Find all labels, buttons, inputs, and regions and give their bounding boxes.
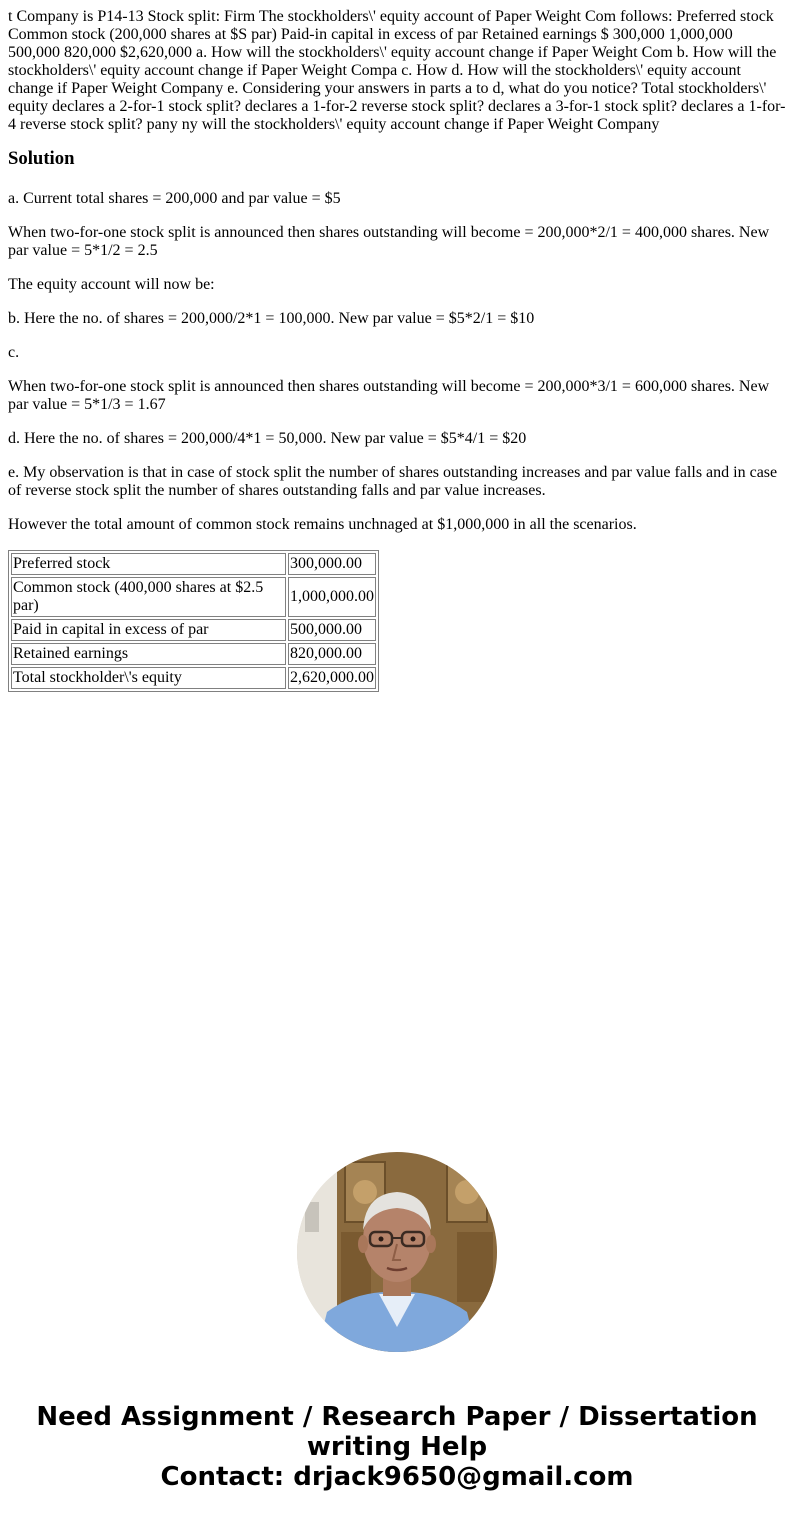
table-row — [11, 643, 376, 665]
tutor-photo-icon — [297, 1152, 497, 1352]
row-label: Retained earnings — [11, 643, 286, 665]
row-value: 820,000.00 — [288, 643, 376, 665]
solution-paragraph: c. — [8, 344, 20, 361]
promo-line: writing Help — [306, 1432, 488, 1462]
solution-paragraph: When two-for-one stock split is announced then shares outstanding will become = 200,000*3/1 = 600,000 shares. New par value = 5*1/3 = 1.67 — [8, 378, 770, 413]
row-label: Paid in capital in excess of par — [11, 619, 286, 641]
row-value: 2,620,000.00 — [288, 667, 376, 689]
promo-line: Need Assignment / Research Paper / Dissertation — [36, 1402, 758, 1432]
row-value: 500,000.00 — [288, 619, 376, 641]
solution-paragraph: a. Current total shares = 200,000 and par value = $5 — [8, 190, 341, 207]
table-row — [11, 667, 376, 689]
solution-paragraph: The equity account will now be: — [8, 276, 215, 293]
promo-block — [0, 1152, 794, 1492]
promo-text — [0, 1402, 794, 1492]
row-label: Preferred stock — [11, 553, 286, 575]
avatar — [297, 1152, 497, 1352]
row-value: 1,000,000.00 — [288, 577, 376, 617]
solution-paragraph: d. Here the no. of shares = 200,000/4*1 = 50,000. New par value = $5*4/1 = $20 — [8, 430, 527, 447]
contact-email[interactable]: Contact: drjack9650@gmail.com — [160, 1462, 634, 1492]
solution-heading: Solution — [8, 148, 75, 169]
table-row — [11, 577, 376, 617]
solution-paragraph: When two-for-one stock split is announced then shares outstanding will become = 200,000*2/1 = 400,000 shares. New par value = 5*1/2 = 2.5 — [8, 224, 770, 259]
row-label: Total stockholder\'s equity — [11, 667, 286, 689]
table-row — [11, 553, 376, 575]
equity-table — [8, 550, 379, 692]
page-content — [0, 0, 794, 692]
row-value: 300,000.00 — [288, 553, 376, 575]
row-label: Common stock (400,000 shares at $2.5 par) — [11, 577, 286, 617]
solution-paragraph: b. Here the no. of shares = 200,000/2*1 = 100,000. New par value = $5*2/1 = $10 — [8, 310, 535, 327]
solution-paragraph: However the total amount of common stock remains unchnaged at $1,000,000 in all the scenarios. — [8, 516, 637, 533]
solution-paragraph: e. My observation is that in case of stock split the number of shares outstanding increases and par value falls and in case of reverse stock split the number of shares outstanding falls and par value increases. — [8, 464, 778, 499]
table-row — [11, 619, 376, 641]
question-text: t Company is P14-13 Stock split: Firm The stockholders\' equity account of Paper Weight Com follows: Preferred stock Common stock (200,000 shares at $S par) Paid-in capital in excess of par Retained earnings $ 300,000 1,000,000 500,000 820,000 $2,620,000 a. How will the stockholders\' equity account change if Paper Weight Com b. How will the stockholders\' equity account change if Paper Weight Compa c. How d. How will the stockholders\' equity account change if Paper Weight Company e. Considering your answers in parts a to d, what do you notice? Total stockholders\' equity declares a 2-for-1 stock split? declares a 1-for-2 reverse stock split? declares a 3-for-1 stock split? declares a 1-for-4 reverse stock split? pany ny will the stockholders\' equity account change if Paper Weight Company — [8, 8, 786, 133]
